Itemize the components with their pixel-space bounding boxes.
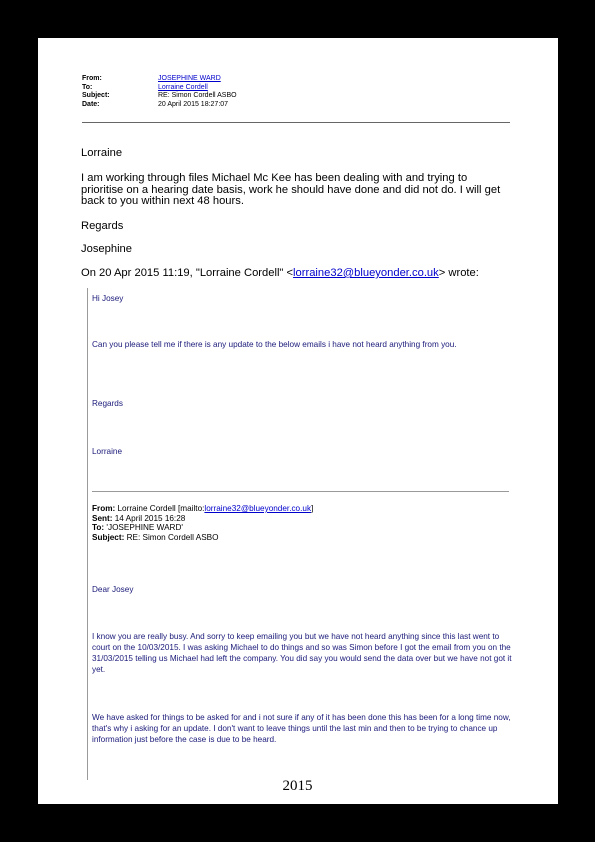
fwd-from-row: [92, 504, 313, 514]
document-page: [38, 38, 558, 804]
fwd-from-label: From:: [92, 504, 116, 513]
subject-value: RE: Simon Cordell ASBO: [158, 92, 237, 100]
reply-regards: Regards: [81, 220, 124, 232]
email-header: [82, 75, 237, 109]
reply-paragraph: I am working through files Michael Mc Kee has been dealing with and trying to prioritise on a hearing date basis, work he should have done and did not do. I will get back to you within next 48 hours.: [81, 172, 501, 207]
date-value: 20 April 2015 18:27:07: [158, 100, 229, 108]
date-label: Date:: [82, 100, 100, 108]
quote-bar: [87, 288, 88, 780]
quoted-paragraph: Can you please tell me if there is any update to the below emails i have not heard anything from you.: [92, 340, 457, 349]
from-label: From:: [82, 75, 102, 82]
header-from-row: [82, 75, 237, 84]
wrote-prefix: On 20 Apr 2015 11:19, "Lorraine Cordell" <: [81, 267, 294, 279]
wrote-line: [81, 268, 511, 280]
fwd-from-email-link[interactable]: lorraine32@blueyonder.co.uk: [204, 504, 312, 513]
subject-label: Subject:: [82, 92, 110, 100]
fwd-greeting: Dear Josey: [92, 585, 134, 594]
fwd-to-value: 'JOSEPHINE WARD': [106, 523, 183, 533]
header-divider: [82, 122, 510, 123]
fwd-subject-label: Subject:: [92, 532, 125, 542]
page-footer-label: 2015: [282, 778, 313, 794]
reply-greeting: Lorraine: [81, 147, 123, 159]
quoted-greeting: Hi Josey: [92, 294, 124, 303]
wrote-email-link[interactable]: lorraine32@blueyonder.co.uk: [293, 267, 439, 279]
reply-signature: Josephine: [81, 243, 133, 255]
fwd-subject-value: RE: Simon Cordell ASBO: [126, 532, 219, 542]
fwd-paragraph-2: We have asked for things to be asked for and i not sure if any of it has been done this has been for a long time now, that's why i asking for an update. I don't want to leave things until the last min and then to be trying to chance up information just before the case is due to be heard.: [92, 713, 511, 744]
forwarded-header: [92, 504, 313, 542]
fwd-from-name: Lorraine Cordell [mailto:: [117, 504, 205, 513]
header-to-row: [82, 84, 237, 93]
fwd-sent-label: Sent:: [92, 513, 113, 523]
to-label: To:: [82, 83, 93, 91]
quoted-regards: Regards: [92, 399, 123, 408]
wrote-suffix: > wrote:: [438, 267, 479, 279]
to-link[interactable]: Lorraine Cordell: [158, 83, 208, 91]
from-link[interactable]: JOSEPHINE WARD: [158, 75, 221, 82]
fwd-to-row: [92, 523, 313, 533]
quoted-signature: Lorraine: [92, 447, 123, 456]
header-subject-row: [82, 92, 237, 101]
fwd-from-close: ]: [311, 504, 314, 513]
fwd-sent-value: 14 April 2015 16:28: [114, 513, 186, 523]
fwd-sent-row: [92, 514, 313, 524]
fwd-subject-row: [92, 533, 313, 543]
header-date-row: [82, 101, 237, 110]
fwd-paragraph-1: I know you are really busy. And sorry to keep emailing you but we have not heard anything since this last went to court on the 10/03/2015. I was asking Michael to do things and so was Simon before I got the email from you on the 31/03/2015 telling us Michael had left the company. You did say you would send the data over but we have not got it yet.: [92, 632, 512, 674]
forward-divider: [92, 491, 509, 492]
fwd-to-label: To:: [92, 523, 105, 533]
